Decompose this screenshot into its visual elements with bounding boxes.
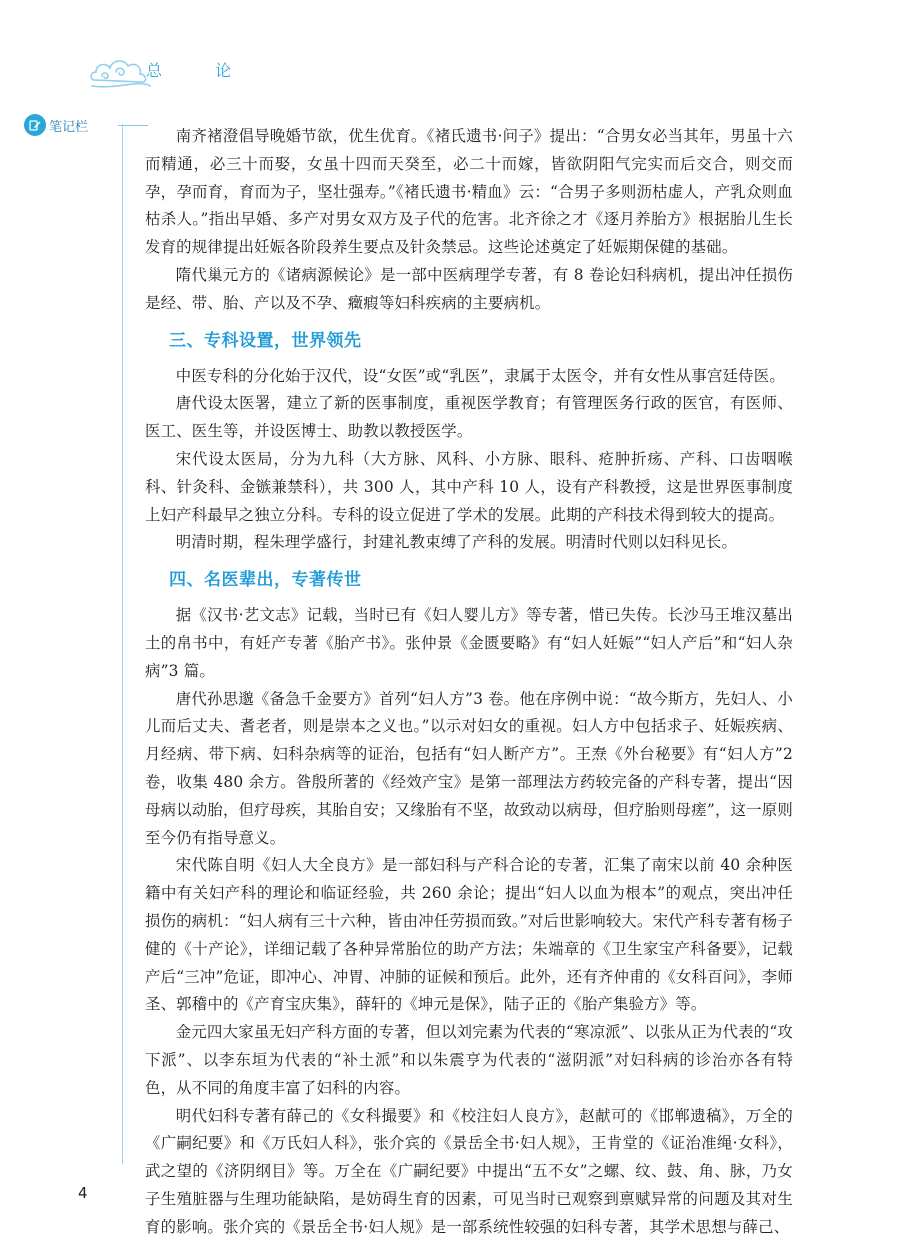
page-content — [145, 123, 793, 1241]
paragraph: 宋代陈自明《妇人大全良方》是一部妇科与产科合论的专著，汇集了南宋以前 40 余种医籍中有关妇产科的理论和临证经验，共 260 余论；提出“妇人以血为根本”的观点，突出冲任损伤的病机：“妇人病有三十六种，皆由冲任劳损而致。”对后世影响较大。宋代产科专著有杨子健的《十产论》，详细记载了各种异常胎位的助产方法；朱端章的《卫生家宝产科备要》，记载产后“三冲”危证，即冲心、冲胃、冲肺的证候和预后。此外，还有齐仲甫的《女科百问》，李师圣、郭稽中的《产育宝庆集》，薛轩的《坤元是保》，陆子正的《胎产集验方》等。 — [145, 856, 793, 1014]
paragraph: 明代妇科专著有薛己的《女科撮要》和《校注妇人良方》，赵献可的《邯郸遗稿》，万全的《广嗣纪要》和《万氏妇人科》，张介宾的《景岳全书·妇人规》，王肯堂的《证治准绳·女科》，武之望的《济阴纲目》等。万全在《广嗣纪要》中提出“五不女”之螺、纹、鼓、角、脉，乃女子生殖脏器与生理功能缺陷，是妨碍生育的因素，可见当时已观察到禀赋异常的问题及其对生育的影响。张介宾的《景岳全书·妇人规》是一部系统性较强的妇科专著，其学术思想与薛己、 — [145, 1106, 793, 1236]
pencil-note-icon — [24, 114, 46, 136]
paragraph: 隋代巢元方的《诸病源候论》是一部中医病理学专著，有 8 卷论妇科病机，提出冲任损伤是经、带、胎、产以及不孕、癥瘕等妇科疾病的主要病机。 — [145, 265, 793, 312]
notes-sidebar-label — [24, 114, 134, 138]
paragraph: 明清时期，程朱理学盛行，封建礼教束缚了产科的发展。明清时代则以妇科见长。 — [175, 533, 738, 552]
paragraph: 唐代设太医署，建立了新的医事制度，重视医学教育；有管理医务行政的医官，有医师、医工、医生等，并设医博士、助教以教授医学。 — [145, 394, 793, 441]
paragraph: 宋代设太医局，分为九科（大方脉、风科、小方脉、眼科、疮肿折疡、产科、口齿咽喉科、针灸科、金镞兼禁科），共 300 人，其中产科 10 人，设有产科教授，这是世界医事制度上妇产科最早之独立分科。专科的设立促进了学术的发展。此期的产科技术得到较大的提高。 — [145, 449, 793, 524]
page-header-title: 总 论 — [146, 61, 256, 80]
page-number: 4 — [78, 1184, 88, 1202]
cloud-ornament-icon — [88, 46, 152, 94]
page-header — [88, 46, 288, 96]
paragraph: 据《汉书·艺文志》记载，当时已有《妇人婴儿方》等专著，惜已失传。长沙马王堆汉墓出土的帛书中，有妊产专著《胎产书》。张仲景《金匮要略》有“妇人妊娠”“妇人产后”和“妇人杂病”3 篇。 — [145, 606, 793, 680]
paragraph: 金元四大家虽无妇产科方面的专著，但以刘完素为代表的“寒凉派”、以张从正为代表的“攻下派”、以李东垣为代表的“补土派”和以朱震亨为代表的“滋阴派”对妇科病的诊治亦各有特色，从不同的角度丰富了妇科的内容。 — [145, 1023, 793, 1097]
notes-label: 笔记栏 — [49, 120, 89, 135]
section-heading-4: 四、名医辈出，专著传世 — [169, 570, 362, 591]
section-heading-3: 三、专科设置，世界领先 — [169, 330, 362, 351]
paragraph: 南齐褚澄倡导晚婚节欲，优生优育。《褚氏遗书·问子》提出：“合男女必当其年，男虽十六而精通，必三十而娶，女虽十四而天癸至，必二十而嫁，皆欲阴阳气完实而后交合，则交而孕，孕而育，育而为子，坚壮强寿。”《褚氏遗书·精血》云：“合男子多则沥枯虚人，产乳众则血枯杀人。”指出早婚、多产对男女双方及子代的危害。北齐徐之才《逐月养胎方》根据胎儿生长发育的规律提出妊娠各阶段养生要点及针灸禁忌。这些论述奠定了妊娠期保健的基础。 — [145, 127, 793, 257]
paragraph: 唐代孙思邈《备急千金要方》首列“妇人方”3 卷。他在序例中说：“故今斯方，先妇人、小儿而后丈夫、耆老者，则是崇本之义也。”以示对妇女的重视。妇人方中包括求子、妊娠疾病、月经病、带下病、妇科杂病等的证治，包括有“妇人断产方”。王焘《外台秘要》有“妇人方”2 卷，收集 480 余方。昝殷所著的《经效产宝》是第一部理法方药较完备的产科专著，提出“因母病以动胎，但疗母疾，其胎自安；又缘胎有不坚，故致动以病母，但疗胎则母瘥”，这一原则至今仍有指导意义。 — [145, 689, 793, 847]
paragraph: 中医专科的分化始于汉代，设“女医”或“乳医”，隶属于太医令，并有女性从事宫廷侍医。 — [175, 366, 785, 385]
margin-rule — [122, 124, 123, 1164]
